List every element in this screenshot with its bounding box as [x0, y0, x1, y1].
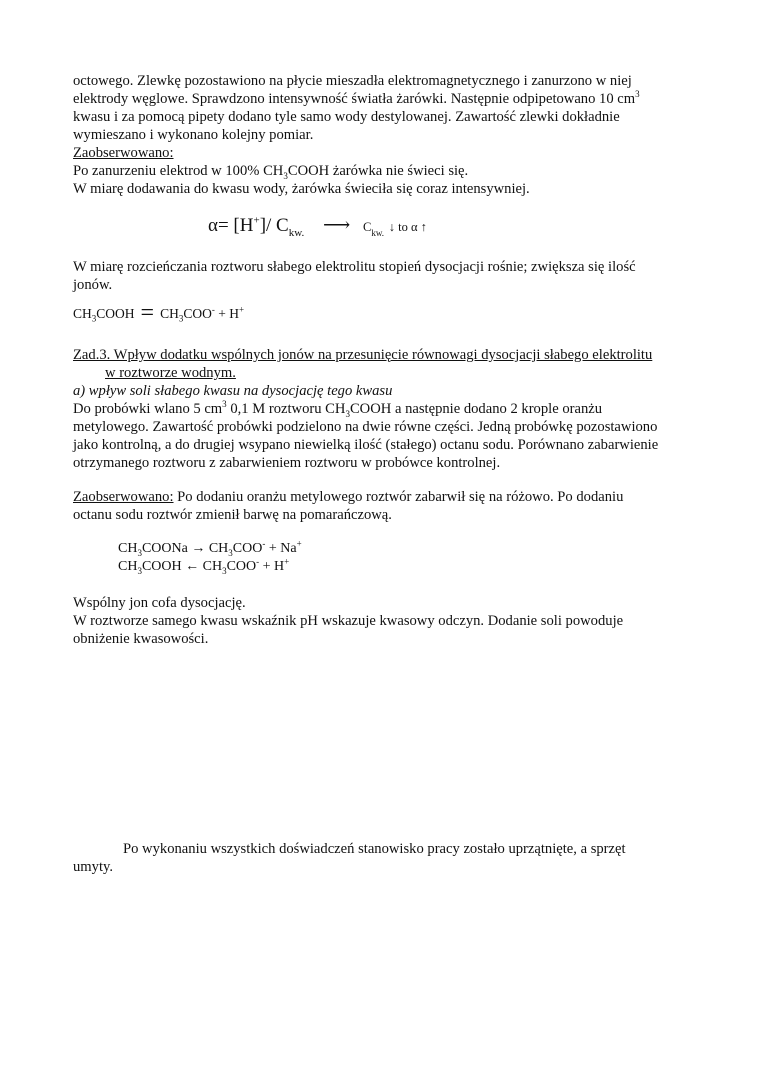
task-3-subtitle: a) wpływ soli słabego kwasu na dysocjację tego kwasu — [73, 383, 393, 399]
intro-line-1: octowego. Zlewkę pozostawiono na płycie mieszadła elektromagnetycznego i zanurzono w niej — [73, 73, 632, 89]
conclusion-line-1: Wspólny jon cofa dysocjację. — [73, 595, 246, 611]
equilibrium-sign: = — [140, 300, 155, 326]
observation-1 — [73, 144, 693, 198]
conclusion-line-2: W roztworze samego kwasu wskaźnik pH wskazuje kwasowy odczyn. Dodanie soli powoduje — [73, 613, 624, 629]
task-3-line-3: jako kontrolną, a do drugiej wsypano niewielką ilość (stałego) octanu sodu. Porównano zabarwienie — [73, 437, 659, 453]
task-3-title: Zad.3. Wpływ dodatku wspólnych jonów na przesunięcie równowagi dysocjacji słabego elektrolitu — [73, 347, 653, 363]
task-3-line-4: otrzymanego roztworu z zabarwieniem roztworu w probówce kontrolnej. — [73, 455, 501, 471]
paragraph-line-1: W miarę rozcieńczania roztworu słabego elektrolitu stopień dysocjacji rośnie; zwiększa się ilość — [73, 259, 636, 275]
intro-paragraph — [73, 72, 693, 144]
closing-paragraph — [73, 840, 693, 876]
dilution-paragraph — [73, 258, 693, 294]
reaction-1: $CH_3COONa \to CH_3COO^- + Na^+$ — [118, 538, 302, 558]
paragraph-line-2: jonów. — [73, 277, 113, 293]
observation-line-1: Po zanurzeniu elektrod w 100% $CH_3COOH$ żarówka nie świeci się. — [73, 163, 469, 181]
task-3-line-2: metylowego. Zawartość probówki podzielono na dwie równe części. Jedną probówkę pozostawiono — [73, 419, 658, 435]
observation-2 — [73, 488, 693, 524]
reaction-2: $CH_3COOH$ ← $CH_3COO^- + H^+$ — [118, 556, 290, 576]
observation-2-line-2: octanu sodu roztwór zmienił barwę na pomarańczową. — [73, 507, 392, 523]
observation-heading: Zaobserwowano: — [73, 145, 174, 161]
conclusion-line-3: obniżenie kwasowości. — [73, 631, 209, 647]
intro-line-3: kwasu i za pomocą pipety dodano tyle samo wody destylowanej. Zawartość zlewki dokładnie — [73, 109, 620, 125]
dissociation-formula: α= [H+]/ $C_{kw.}$ ⟶ $C_{kw.}$ ↓ to α ↑ — [208, 214, 427, 239]
closing-line-2: umyty. — [73, 859, 113, 875]
observation-line-2: W miarę dodawania do kwasu wody, żarówka świeciła się coraz intensywniej. — [73, 181, 530, 197]
task-3-line-1: Do probówki wlano 5 $cm^3$ 0,1 M roztworu $CH_3COOH$ a następnie dodano 2 krople oranżu — [73, 399, 603, 419]
task-3-title-cont: w roztworze wodnym. — [105, 365, 236, 381]
task-3-section — [73, 346, 693, 472]
closing-line-1: Po wykonaniu wszystkich doświadczeń stanowisko pracy zostało uprzątnięte, a sprzęt — [123, 841, 626, 857]
intro-line-4: wymieszano i wykonano kolejny pomiar. — [73, 127, 314, 143]
arrow-right-icon: ⟶ — [322, 215, 351, 236]
conclusion-paragraph — [73, 594, 693, 648]
observation-2-line-1: Zaobserwowano: Po dodaniu oranżu metylowego roztwór zabarwił się na różowo. Po dodaniu — [73, 489, 624, 505]
superscript: 3 — [635, 89, 640, 100]
equilibrium-equation: $CH_3COOH = CH_3COO^- + H^+$ — [73, 300, 245, 326]
intro-line-2: elektrody węglowe. Sprawdzono intensywność światła żarówki. Następnie odpipetowano 10 $cm^3$ — [73, 89, 640, 107]
